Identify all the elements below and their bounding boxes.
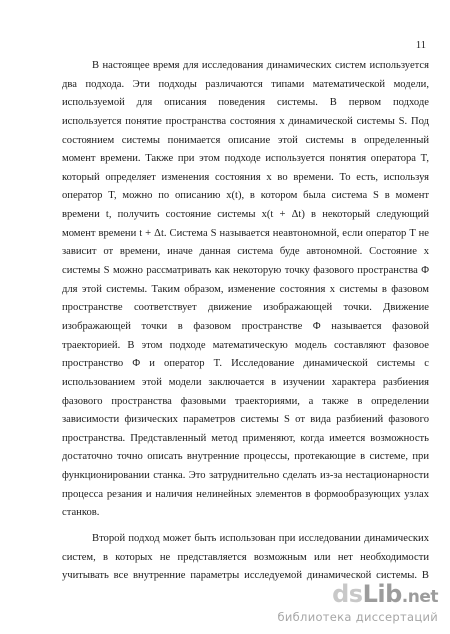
text-line: который определяет изменения состояния x во времени. То есть, используя bbox=[62, 171, 429, 183]
text-line: фазового пространства фазовыми траекториями, а также в определении bbox=[62, 395, 429, 407]
text-line: зависимости физических параметров системы S от вида разбиений фазового bbox=[62, 414, 429, 426]
logo-ds: ds bbox=[332, 580, 363, 608]
text-line: состоянием системы понимается описание этой системы в определенный bbox=[62, 134, 429, 146]
text-line: процесса резания и наличия нелинейных элементов в формообразующих узлах bbox=[62, 488, 429, 500]
paragraph-1 bbox=[62, 57, 429, 523]
text-line: системы S можно рассматривать как некоторую точку фазового пространства Φ bbox=[62, 265, 429, 277]
dslib-logo bbox=[277, 581, 438, 610]
text-line: траекторией. В этом подходе математическую модель составляют фазовое bbox=[62, 339, 429, 351]
text-line: станков. bbox=[62, 507, 100, 519]
logo-lib: Lib bbox=[362, 580, 402, 608]
text-line: оператор T, можно по описанию x(t), в котором была система S в момент bbox=[62, 190, 429, 202]
text-line: времени t, получить состояние системы x(t + Δt) в некоторый следующий bbox=[62, 209, 429, 221]
text-line: изображающей точки в фазовом пространстве Φ называется фазовой bbox=[62, 320, 429, 332]
paragraph-2 bbox=[62, 530, 429, 586]
page-number: 11 bbox=[415, 40, 426, 51]
text-line: момент времени t + Δt. Система S называется неавтономной, если оператор T не bbox=[62, 227, 429, 239]
text-line: пространства. Представленный метод применяют, когда имеется возможность bbox=[62, 432, 429, 444]
text-line: пространстве соответствует движение изображающей точки. Движение bbox=[62, 302, 429, 314]
text-line: используется понятие пространства состояния x динамической системы S. Под bbox=[62, 115, 429, 127]
body-text bbox=[62, 57, 429, 586]
text-line: зависит от времени, иначе данная система буде автономной. Состояние x bbox=[62, 246, 429, 258]
text-line: используемой для описания поведения системы. В первом подходе bbox=[62, 97, 429, 109]
text-line: пространство Φ и оператор T. Исследование динамической системы с bbox=[62, 358, 429, 370]
text-line: для этой системы. Таким образом, изменение состояния x системы в фазовом bbox=[62, 283, 429, 295]
text-line: учитывать все внутренние параметры исследуемой динамической системы. В bbox=[62, 570, 429, 582]
text-line: использованием этой модели заключается в изучении характера разбиения bbox=[62, 376, 429, 388]
text-line: Второй подход может быть использован при исследовании динамических bbox=[92, 533, 429, 545]
text-line: В настоящее время для исследования динамических систем используется bbox=[92, 60, 429, 71]
watermark-subtitle: библиотека диссертаций bbox=[277, 610, 438, 624]
logo-net: .net bbox=[401, 587, 438, 607]
text-line: систем, в которых не представляется возможным или нет необходимости bbox=[62, 551, 429, 563]
text-line: момент времени. Также при этом подходе используется понятия оператора T, bbox=[62, 153, 429, 165]
text-line: достаточно точно описать внутренние процессы, протекающие в системе, при bbox=[62, 451, 429, 463]
text-line: функционировании станка. Это затруднительно сделать из-за нестационарности bbox=[62, 470, 429, 482]
text-line: два подхода. Эти подходы различаются типами математической модели, bbox=[62, 78, 429, 90]
dslib-watermark bbox=[277, 581, 438, 624]
paragraph-spacer bbox=[62, 523, 429, 530]
